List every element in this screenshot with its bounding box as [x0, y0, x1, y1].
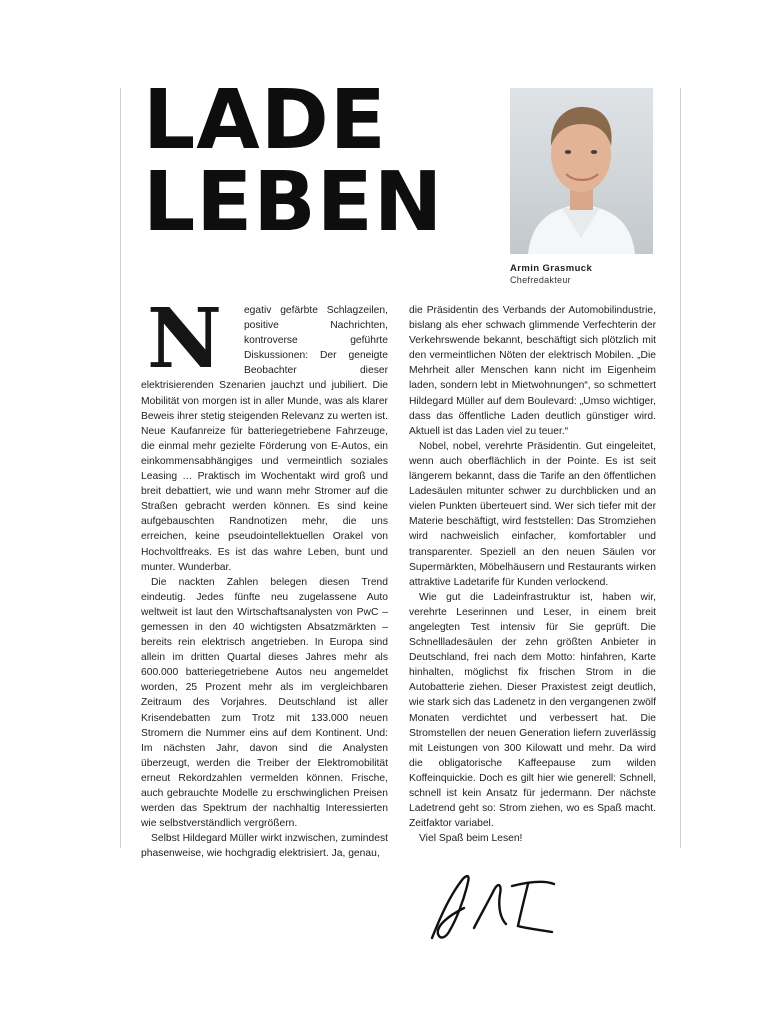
author-name: Armin Grasmuck [510, 263, 593, 274]
article-paragraph: Nobel, nobel, verehrte Präsidentin. Gut eingeleitet, wenn auch oberflächlich in der Pointe. Es ist seit längerem bekannt, dass die Tarife an den öffentlichen Ladesäulen mitunter schwer zu durchblicken und an vielen Punkten überteuert sind. Wer sich tiefer mit der Materie beschäftigt, wird feststellen: Das Stromziehen wird nachweislich einfacher, komfortabler und transparenter. Speziell an den neuen Säulen vor Supermärkten, Möbelhäusern und Restaurants wirken attraktive Ladetarife für Kunden verlockend. [409, 440, 656, 588]
article-paragraph: Viel Spaß beim Lesen! [419, 833, 523, 845]
author-portrait [510, 88, 653, 254]
left-column-rule [120, 88, 121, 848]
right-column-rule [680, 88, 681, 848]
article-paragraph [141, 291, 388, 575]
headline-line-1: LADE [143, 73, 387, 168]
article-column-right [409, 303, 656, 846]
drop-cap: N [147, 291, 222, 387]
headline [143, 73, 444, 250]
article-column-left [141, 291, 388, 861]
portrait-photo-icon [510, 88, 653, 254]
article-paragraph: Wie gut die Ladeinfrastruktur ist, haben wir, verehrte Leserinnen und Leser, in einem breit angelegten Test intensiv für Sie geprüft. Die Schnellladesäulen der zehn größten Anbieter in Deutschland, frei nach dem Motto: hinfahren, Karte hinhalten, möglichst fix frischen Strom in die Autobatterie ziehen. Dieser Praxistest zeigt deutlich, wie stark sich das Ladenetz in den vergangenen zwölf Monaten verdichtet und verbessert hat. Die Stromstellen der neuen Generation liefern zuverlässig mit Leistungen von 300 Kilowatt und mehr. Da wird die obligatorische Kaffeepause zum wilden Koffeinquickie. Doch es gilt hier wie generell: Schnell, schnell ist kein Ansatz für jedermann. Der nächste Ladetrend geht so: Strom ziehen, wo es Spaß macht. Zeitfaktor variabel. [409, 591, 656, 830]
paragraph-text: egativ gefärbte Schlagzeilen, positive Nachrichten, kontroverse geführte Diskussionen: Der geneigte Beobachter dieser elektrisierenden Szenarien jauchzt und jubiliert. Die Mobilität von morgen ist in aller Munde, was als klarer Beweis ihrer stetig steigenden Relevanz zu werten ist. Neue Kaufanreize für batteriegetriebene Fahrzeuge, die einmal mehr gezielte Förderung von E-Autos, ein einkommensabhängiges und vermeintlich soziales Leasing … Praktisch im Wochentakt wird groß und breit debattiert, wie und wann mehr Stromer auf die Straßen gebracht werden können. Es sind keine aufgebauschten Randnotizen mehr, die uns erreichen, keine pseudointellektuellen Orakel von Hochvoltfreaks. Es ist das wahre Leben, bunt und munter. Wunderbar. [141, 305, 388, 573]
article-paragraph: Selbst Hildegard Müller wirkt inzwischen, zumindest phasenweise, wie hochgradig elektrisiert. Ja, genau, [141, 833, 388, 860]
article-paragraph: die Präsidentin des Verbands der Automobilindustrie, bislang als eher schwach glimmende Verfechterin der Verkehrswende bekannt, beschäftigt sich plötzlich mit den vermeintlichen Nöten der elektrisch Mobilen. „Die Mehrheit aller Menschen kann nicht im Eigenheim laden, sondern lebt in Mietwohnungen“, so schmettert Hildegard Müller auf dem Boulevard: „Umso wichtiger, dass das öffentliche Laden deutlich günstiger wird. Aktuell ist das Laden viel zu teuer.“ [409, 305, 656, 437]
signature-icon [428, 868, 558, 943]
headline-line-2: LEBEN [143, 155, 444, 250]
article-paragraph: Die nackten Zahlen belegen diesen Trend eindeutig. Jedes fünfte neu zugelassene Auto weltweit ist laut den Wirtschaftsanalysten von PwC – gemessen in den 40 wichtigsten Absatzmärkten – bereits rein elektrisch angetrieben. In Europa sind allein im dritten Quartal dieses Jahres mehr als 600.000 batteriegetriebene Autos neu angemeldet worden, 25 Prozent mehr als im vergleichbaren Zeitraum des Vorjahres. Deutschland ist aller Krisendebatten zum Trotz mit 133.000 neuen Stromern die Nummer eins auf dem Kontinent. Und: Im nächsten Jahr, davon sind die Analysten überzeugt, werden die Treiber der Elektromobilität erneut Rekordzahlen vermelden können. Frische, auch gebrauchte Modelle zu erschwinglichen Preisen werden das Spektrum der nachhaltig Interessierten wie selbstverständlich vergrößern. [141, 576, 388, 830]
author-role: Chefredakteur [510, 275, 571, 285]
